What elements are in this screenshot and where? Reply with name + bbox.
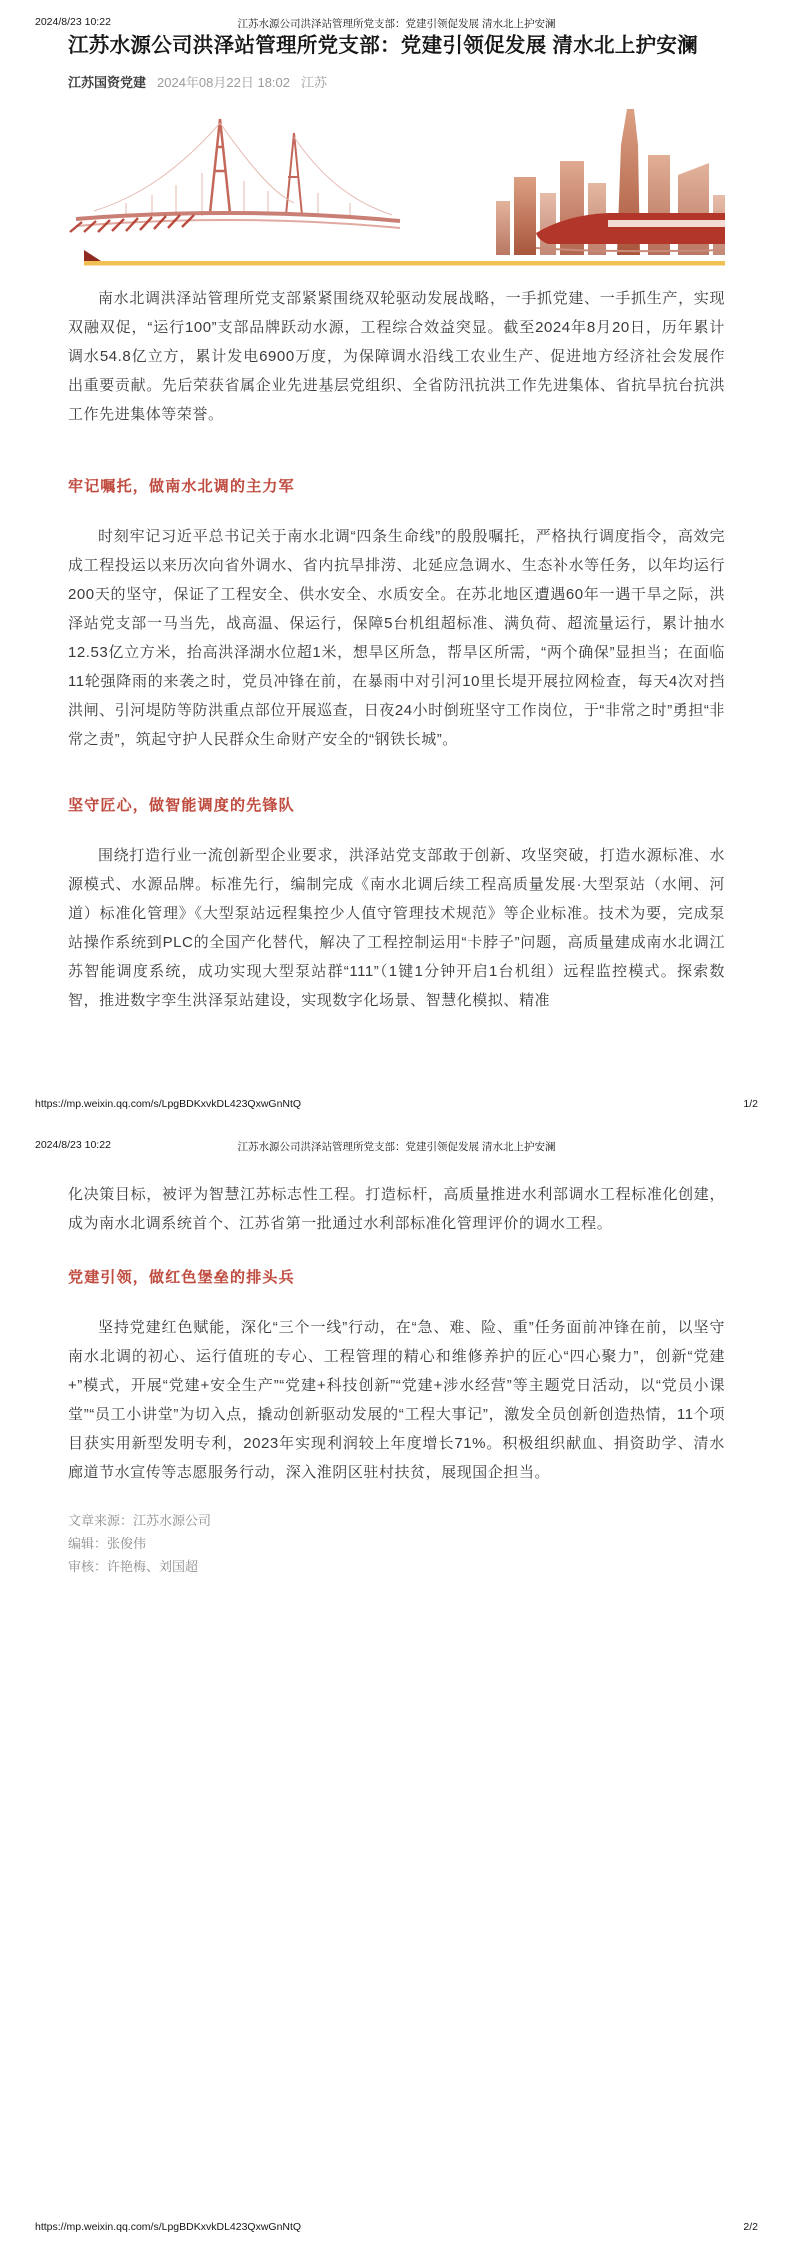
print-url: https://mp.weixin.qq.com/s/LpgBDKxvkDL423QxwGnNtQ [35,1098,302,1110]
credit-reviewer: 审核：许艳梅、刘国超 [68,1559,199,1574]
paragraph-section-1: 时刻牢记习近平总书记关于南水北调“四条生命线”的殷殷嘱托，严格执行调度指令，高效完成工程投运以来历次向省外调水、省内抗旱排涝、北延应急调水、生态补水等任务，以年均运行200天的坚守，保证了工程安全、供水安全、水质安全。在苏北地区遭遇60年一遇干旱之际，洪泽站党支部一马当先，战高温、保运行，保障5台机组超标准、满负荷、超流量运行，累计抽水12.53亿立方米，抬高洪泽湖水位超1米，想旱区所急，帮旱区所需，“两个确保”显担当；在面临11轮强降雨的来袭之时，党员冲锋在前，在暴雨中对引河10里长堤开展拉网检查，每天4次对挡洪闸、引河堤防等防洪重点部位开展巡查，日夜24小时倒班坚守工作岗位，于“非常之时”勇担“非常之责”，筑起守护人民群众生命财产安全的“钢铁长城”。 [68,528,725,748]
bridge-illustration [70,119,400,232]
credit-source: 文章来源：江苏水源公司 [68,1513,212,1528]
banner-svg [68,103,725,268]
print-timestamp: 2024/8/23 10:22 [35,1139,111,1151]
credits-block [68,1509,725,1578]
section-heading-1: 牢记嘱托，做南水北调的主力军 [68,478,295,495]
banner-illustration [68,103,725,268]
section-heading-3: 党建引领，做红色堡垒的排头兵 [68,1269,295,1286]
paragraph-section-2-part2: 化决策目标，被评为智慧江苏标志性工程。打造标杆，高质量推进水利部调水工程标准化创建，成为南水北调系统首个、江苏省第一批通过水利部标准化管理评价的调水工程。 [68,1186,725,1232]
paragraph-intro: 南水北调洪泽站管理所党支部紧紧围绕双轮驱动发展战略，一手抓党建、一手抓生产，实现双融双促，“运行100”支部品牌跃动水源，工程综合效益突显。截至2024年8月20日，历年累计调水54.8亿立方，累计发电6900万度，为保障调水沿线工农业生产、促进地方经济社会发展作出重要贡献。先后荣获省属企业先进基层党组织、全省防汛抗洪工作先进集体、省抗旱抗台抗洪工作先进集体等荣誉。 [68,290,725,423]
article-title: 江苏水源公司洪泽站管理所党支部：党建引领促发展 清水北上护安澜 [68,34,698,57]
print-url: https://mp.weixin.qq.com/s/LpgBDKxvkDL423QxwGnNtQ [35,2221,302,2233]
article-content-continued [0,1180,793,1578]
publish-time: 2024年08月22日 18:02 [157,75,290,90]
paragraph-section-3: 坚持党建红色赋能，深化“三个一线”行动，在“急、难、险、重”任务面前冲锋在前，以坚守南水北调的初心、运行值班的专心、工程管理的精心和维修养护的匠心“四心聚力”，创新“党建+”模式，开展“党建+安全生产”“党建+科技创新”“党建+涉水经营”等主题党日活动，以“党员小课堂”“员工小讲堂”为切入点，撬动创新驱动发展的“工程大事记”，激发全员创新创造热情，11个项目获实用新型发明专利，2023年实现利润较上年度增长71%。积极组织献血、捐资助学、清水廊道节水宣传等志愿服务行动，深入淮阴区驻村扶贫，展现国企担当。 [68,1319,725,1481]
paragraph-section-2-part1: 围绕打造行业一流创新型企业要求，洪泽站党支部敢于创新、攻坚突破，打造水源标准、水源模式、水源品牌。标准先行，编制完成《南水北调后续工程高质量发展·大型泵站（水闸、河道）标准化管理》《大型泵站远程集控少人值守管理技术规范》等企业标准。技术为要，完成泵站操作系统到PLC的全国产化替代，解决了工程控制运用“卡脖子”问题，高质量建成南水北调江苏智能调度系统，成功实现大型泵站群“111”（1键1分钟开启1台机组）远程监控模式。探索数智，推进数字孪生洪泽泵站建设，实现数字化场景、智慧化模拟、精准 [68,847,725,1009]
byline [68,72,725,91]
print-header-title: 江苏水源公司洪泽站管理所党支部：党建引领促发展 清水北上护安澜 [237,18,556,30]
print-header-title: 江苏水源公司洪泽站管理所党支部：党建引领促发展 清水北上护安澜 [237,1141,556,1153]
credit-editor: 编辑：张俊伟 [68,1536,147,1551]
article-content [0,30,793,1015]
gold-divider [84,261,725,266]
page-number-2: 2/2 [743,2221,758,2233]
account-name: 江苏国资党建 [68,75,147,90]
page-number-1: 1/2 [743,1098,758,1110]
publish-location: 江苏 [301,75,328,90]
page-2 [0,1123,793,2246]
print-timestamp: 2024/8/23 10:22 [35,16,111,28]
divider-pointer [84,250,101,261]
section-heading-2: 坚守匠心，做智能调度的先锋队 [68,797,295,814]
